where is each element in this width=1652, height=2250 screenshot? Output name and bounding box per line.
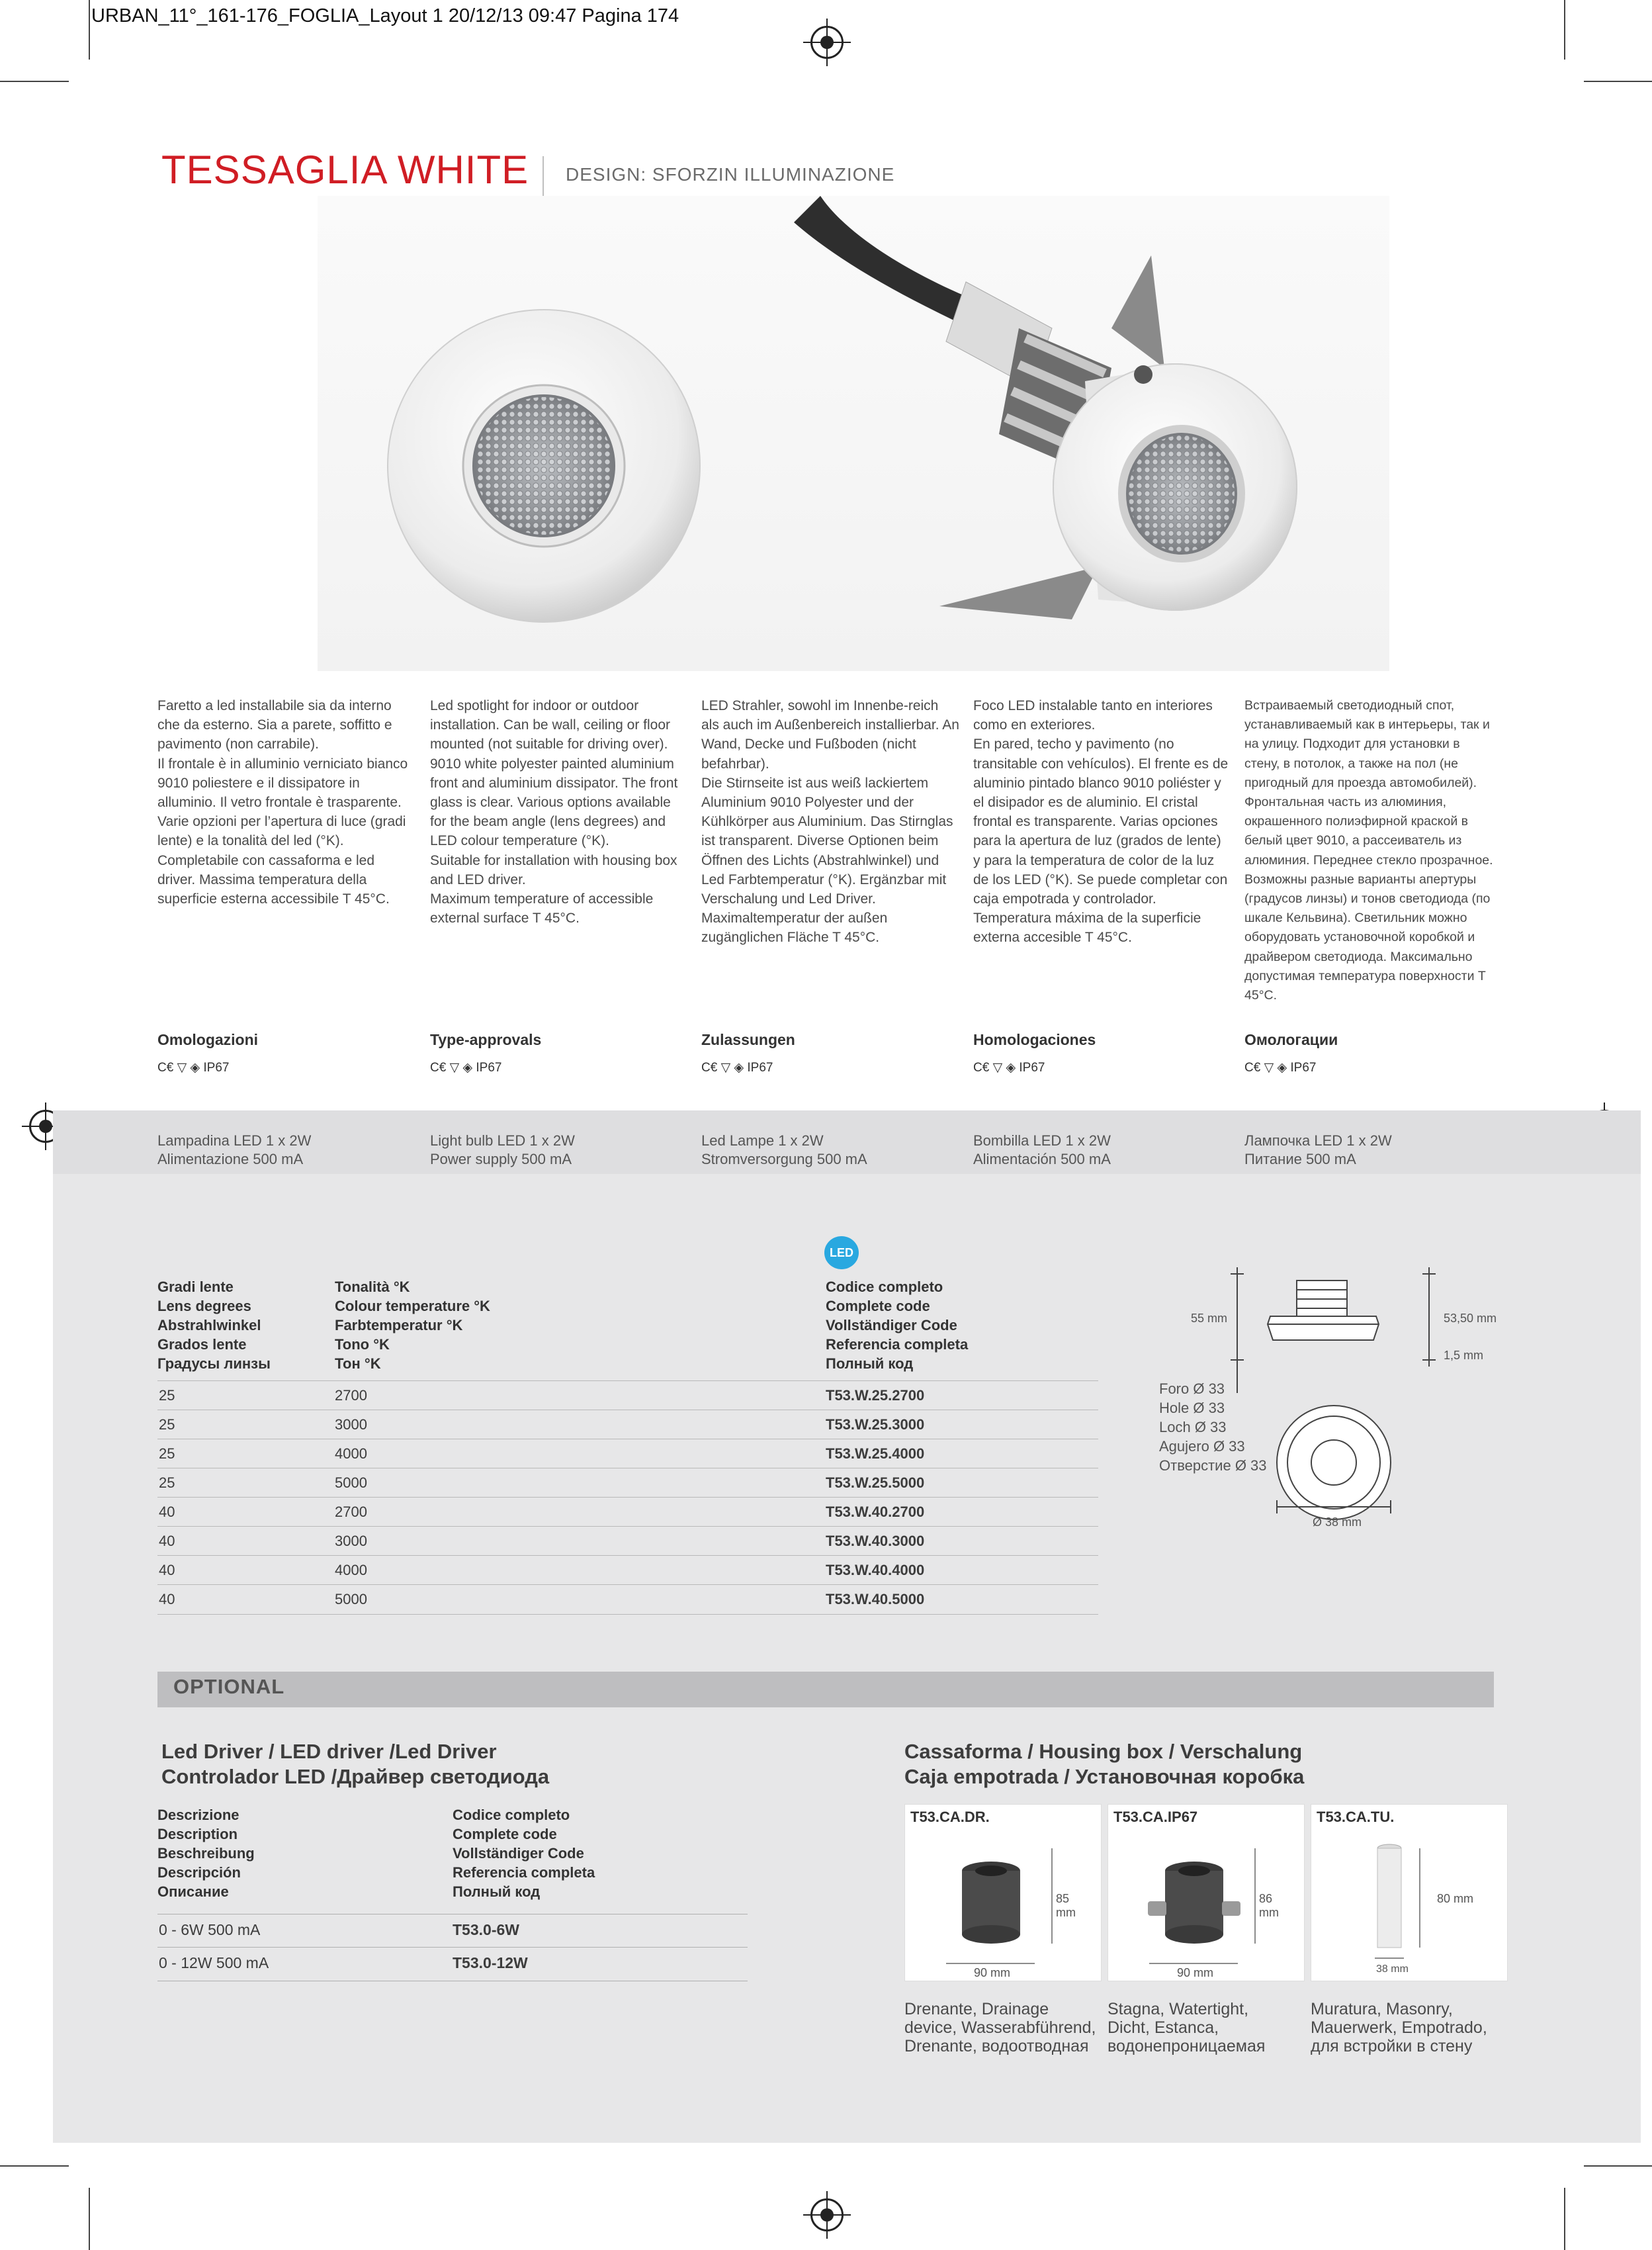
housing-title: Cassaforma / Housing box / Verschalung Caja empotrada / Установочная коробка xyxy=(904,1740,1305,1788)
optional-label: OPTIONAL xyxy=(173,1675,285,1698)
cert-marks xyxy=(430,1060,501,1075)
dim-5350: 53,50 mm xyxy=(1444,1312,1497,1325)
housing-height: 85 mm xyxy=(1056,1892,1076,1919)
housing-code: T53.CA.IP67 xyxy=(1113,1809,1198,1825)
crop-mark xyxy=(1584,81,1652,82)
col-header-lens: Gradi lente Lens degrees Abstrahlwinkel Grados lente Градусы линзы xyxy=(157,1279,271,1372)
housing-box-card xyxy=(1311,1804,1508,1981)
crop-mark xyxy=(1584,2165,1652,2167)
table-row: 25 5000 T53.W.25.5000 xyxy=(157,1468,1098,1498)
crop-mark xyxy=(89,2188,90,2250)
description-it: Faretto a led installabile sia da interno che da esterno. Sia a parete, soffitto e pavimento (non carrabile). Il frontale è in alluminio verniciato bianco 9010 poliestere e il dissipatore in alluminio. Il vetro frontale è trasparente. Varie opzioni per l’apertura di luce (gradi lente) e la tonalità del led (°K). Completabile con cassaforma e led driver. Massima temperatura della superficie esterna accessibile T 45°C. xyxy=(157,698,408,907)
driver-row: 0 - 12W 500 mA T53.0-12W xyxy=(157,1947,748,1981)
registration-mark-icon xyxy=(810,26,844,59)
spec-it: Lampadina LED 1 x 2W Alimentazione 500 mA xyxy=(157,1132,312,1167)
table-row: 25 3000 T53.W.25.3000 xyxy=(157,1410,1098,1439)
housing-box-card xyxy=(904,1804,1102,1981)
diamond-icon: ◈ xyxy=(190,1061,200,1075)
ce-icon: C€ xyxy=(430,1061,447,1075)
dim-55: 55 mm xyxy=(1191,1312,1228,1325)
driver-row: 0 - 6W 500 mA T53.0-6W xyxy=(157,1914,748,1948)
product-title: TESSAGLIA WHITE xyxy=(161,148,529,192)
description-es: Foco LED instalable tanto en interiores como en exteriores. En pared, techo y pavimento (no transitable con vehículos). El frente es de aluminio pintado blanco 9010 poliéster y el disipador es de aluminio. El cristal frontal es transparente. Varias opciones para la apertura de luz (grados de lente) y para la temperatura de color de la luz de los LED (°K). Se puede completar con caja empotrada y controlador. Temperatura máxima de la superficie externa accesible T 45°C. xyxy=(973,698,1229,946)
spec-ru: Лампочка LED 1 x 2W Питание 500 mA xyxy=(1244,1132,1392,1167)
diamond-icon: ◈ xyxy=(1006,1061,1016,1075)
homologation-heading: Omologazioni xyxy=(157,1031,259,1048)
hole-label: Foro Ø 33 Hole Ø 33 Loch Ø 33 Agujero Ø 33 Отверстие Ø 33 xyxy=(1159,1380,1267,1474)
crop-mark xyxy=(1564,0,1565,60)
housing-box-card xyxy=(1108,1804,1305,1981)
crop-mark xyxy=(89,0,90,60)
ip-rating: IP67 xyxy=(1019,1061,1045,1075)
masonry-tube-illustration xyxy=(1311,1805,1507,1981)
ip-rating: IP67 xyxy=(747,1061,773,1075)
description-en: Led spotlight for indoor or outdoor installation. Can be wall, ceiling or floor mounted (not suitable for driving over). 9010 white polyester painted aluminium front and aluminium dissipator. The front glass is clear. Various options available for the beam angle (lens degrees) and LED colour temperature (°K). Suitable for installation with housing box and LED driver. Maximum temperature of accessible external surface T 45°C. xyxy=(430,698,678,926)
table-row: 40 2700 T53.W.40.2700 xyxy=(157,1497,1098,1527)
product-photo xyxy=(318,196,1389,671)
housing-caption: Stagna, Watertight, Dicht, Estanca, водонепроницаемая xyxy=(1108,2000,1266,2055)
ip-rating: IP67 xyxy=(203,1061,230,1075)
spec-es: Bombilla LED 1 x 2W Alimentación 500 mA xyxy=(973,1132,1111,1167)
registration-mark-icon xyxy=(810,2198,844,2231)
table-row: 25 4000 T53.W.25.4000 xyxy=(157,1439,1098,1468)
description-de: LED Strahler, sowohl im Innenbe-reich als auch im Außenbereich installierbar. An Wand, Decke und Fußboden (nicht befahrbar). Die Stirnseite ist aus weiß lackiertem Aluminium 9010 Polyester und der Kühlkörper aus Aluminium. Das Stirnglas ist transparent. Diverse Optionen beim Öffnen des Lichts (Abstrahlwinkel) und Led Farbtemperatur (°K). Ergänzbar mit Verschalung und Led Driver. Maximaltemperatur der außen zugänglichen Fläche T 45°C. xyxy=(701,698,959,946)
housing-height: 86 mm xyxy=(1259,1892,1279,1919)
dim-38: Ø 38 mm xyxy=(1313,1515,1362,1529)
housing-code: T53.CA.TU. xyxy=(1317,1809,1395,1825)
led-badge-icon: LED xyxy=(824,1236,859,1269)
table-row: 25 2700 T53.W.25.2700 xyxy=(157,1380,1098,1410)
spec-de: Led Lampe 1 x 2W Stromversorgung 500 mA xyxy=(701,1132,867,1167)
housing-height: 80 mm xyxy=(1437,1892,1474,1905)
optional-bar xyxy=(157,1672,1494,1707)
ce-icon: C€ xyxy=(157,1061,174,1075)
ce-icon: C€ xyxy=(701,1061,718,1075)
designer-credit: DESIGN: SFORZIN ILLUMINAZIONE xyxy=(566,164,895,185)
housing-code: T53.CA.DR. xyxy=(910,1809,990,1825)
driver-col-desc: Descrizione Description Beschreibung Descripción Описание xyxy=(157,1807,255,1900)
cert-marks xyxy=(973,1060,1045,1075)
ce-icon: C€ xyxy=(1244,1061,1261,1075)
col-header-tone: Tonalità °K Colour temperature °K Farbtemperatur °K Tono °K Тон °K xyxy=(335,1279,490,1372)
description-ru: Встраиваемый светодиодный спот, устанавливаемый как в интерьеры, так и на улицу. Подходит для установки в стену, в потолок, а также на пол (не пригодный для проезда автомобилей). Фронтальная часть из алюминия, окрашенного полиэфирной краской в белый цвет 9010, а рассеиватель из алюминия. Переднее стекло прозрачное. Возможны разные варианты апертуры (градусов линзы) и тонов светодиода (по шкале Кельвина). Светильник можно оборудовать установочной коробкой и драйвером светодиода. Максимально допустимая температура поверхности Т 45°С. xyxy=(1244,698,1493,1003)
crop-mark xyxy=(0,2165,69,2167)
cert-marks xyxy=(1244,1060,1316,1075)
housing-caption: Drenante, Drainage device, Wasserabführend, Drenante, водоотводная xyxy=(904,2000,1096,2055)
table-row: 40 3000 T53.W.40.3000 xyxy=(157,1526,1098,1556)
housing-width: 90 mm xyxy=(974,1966,1011,1979)
spec-en: Light bulb LED 1 x 2W Power supply 500 mA xyxy=(430,1132,575,1167)
table-row: 40 5000 T53.W.40.5000 xyxy=(157,1584,1098,1615)
diamond-icon: ◈ xyxy=(1277,1061,1287,1075)
title-divider xyxy=(543,156,544,200)
print-slug: URBAN_11°_161-176_FOGLIA_Layout 1 20/12/13 09:47 Pagina 174 xyxy=(91,5,679,26)
ip-rating: IP67 xyxy=(1290,1061,1317,1075)
triangle-icon: ▽ xyxy=(1264,1061,1274,1075)
diamond-icon: ◈ xyxy=(734,1061,744,1075)
crop-mark xyxy=(1564,2188,1565,2250)
homologation-heading: Homologaciones xyxy=(973,1031,1096,1048)
cert-marks xyxy=(157,1060,229,1075)
col-header-code: Codice completo Complete code Vollständiger Code Referencia completa Полный код xyxy=(826,1279,969,1372)
driver-col-code: Codice completo Complete code Vollständiger Code Referencia completa Полный код xyxy=(453,1807,595,1900)
triangle-icon: ▽ xyxy=(449,1061,460,1075)
dim-15: 1,5 mm xyxy=(1444,1349,1484,1362)
ce-icon: C€ xyxy=(973,1061,990,1075)
housing-caption: Muratura, Masonry, Mauerwerk, Empotrado, для встройки в стену xyxy=(1311,2000,1487,2055)
cert-marks xyxy=(701,1060,773,1075)
triangle-icon: ▽ xyxy=(720,1061,731,1075)
housing-width: 90 mm xyxy=(1177,1966,1214,1979)
housing-width: 38 mm xyxy=(1376,1963,1409,1975)
triangle-icon: ▽ xyxy=(992,1061,1003,1075)
driver-title: Led Driver / LED driver /Led Driver Controlador LED /Драйвер светодиода xyxy=(161,1740,550,1788)
ip-rating: IP67 xyxy=(476,1061,502,1075)
crop-mark xyxy=(0,81,69,82)
homologation-heading: Zulassungen xyxy=(701,1031,795,1048)
diamond-icon: ◈ xyxy=(462,1061,473,1075)
homologation-heading: Омологации xyxy=(1244,1031,1338,1048)
homologation-heading: Type-approvals xyxy=(430,1031,542,1048)
table-row: 40 4000 T53.W.40.4000 xyxy=(157,1555,1098,1585)
triangle-icon: ▽ xyxy=(177,1061,187,1075)
product-illustration xyxy=(318,196,1389,671)
